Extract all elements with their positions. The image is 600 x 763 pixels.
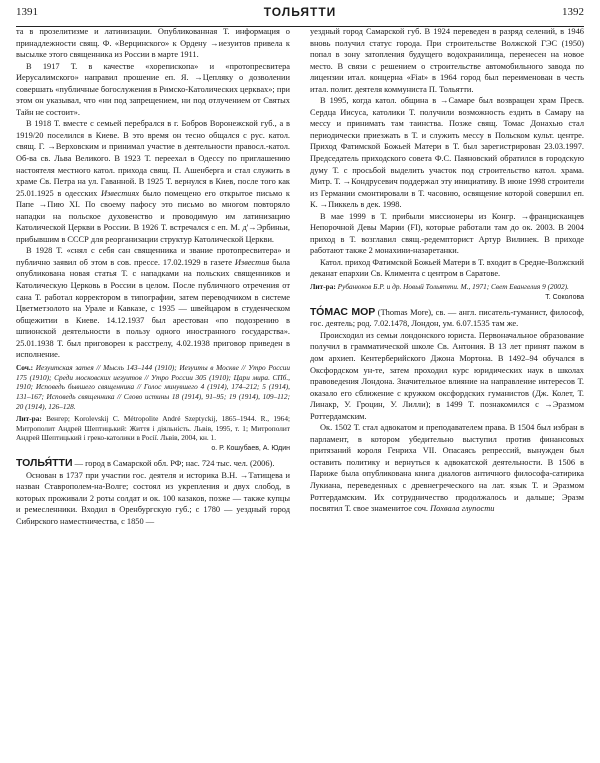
paragraph: [16, 118, 290, 245]
entry-heading: [310, 307, 584, 330]
newspaper-title: Известиях: [100, 188, 140, 198]
paragraph: Катол. приход Фатимской Божьей Матери в Т. входит в Средне-Волжский деканат епархии Св. Климента с центром в Саратове.: [310, 257, 584, 279]
paragraph: [16, 245, 290, 360]
literature-text: Рубанюков Б.Р. и др. Новый Тольятти. М., 1971; Свет Евангелия 9 (2002).: [335, 282, 569, 292]
article-authors: о. Р. Кошубаев, А. Юдин: [211, 445, 290, 453]
paragraph: В 1995, когда катол. община в →Самаре был возвращен храм Пресв. Сердца Иисуса, католики Т. получили возможность ездить в Самару на мессу и принимать там таинства. Позже свящ. Томас Донахью стал периодически приезжать в Т. и служить мессу в Польском культ. центре. Приход Фатимской Божьей Матери в Т. был зарегистрирован 23.03.1997. Председатель приходского совета Ф.С. Паяновский обратился в городскую думу Т. с просьбой выделить участок под строительство катол. храма. Митр. Т. →Кондрусевич поддержал эту инициативу. В июне 1998 строители из Германии смонтировали в Т. часовню, освящение которой совершил еп. К. →Пиккель в дек. 1998.: [310, 96, 584, 210]
text-run: В 1918 Т. вместе с семьей перебрался в г. Бобров Воронежской губ., а в 1919/20 поселился в Киеве. В это время он тесно общался с рус. катол. свящ. Г. →Верховским и принимал участие в деятельности правосл.-катол. Об-ва св. Льва Великого. В 1923 Т. переехал в Одессу по приглашению настоятеля местного катол. прихода свящ. П. Ашенберга и стал служить в храме Св. Петра на ул. Гаванной. В 1925 Т. вернулся в Киев, после того как 25.01.1925 в одесских: [16, 119, 290, 198]
text-run: было помещено его открытое письмо к Папе →Пию XI. По своему пафосу это письмо во многом повторяло нападки на польское духовенство и проводимую им латинизацию Католической Церкви в России. В 1926 Т. встречался с еп. М. д'→Эрбиньи, прибывшим в СССР для реорганизации структур Католической Церкви.: [16, 188, 291, 244]
paragraph: Происходил из семьи лондонского юриста. Первоначальное образование получил в грамматической школе Св. Антония. В 13 лет принят пажом в дом архиеп. Кентерберийского Джона Мортона. В 1492–94 обучался в Оксфордском ун-те, затем проходил курс юридических наук в школах правоведения Лондона. Значительное влияние на направление интересов Т. оказало его сближение с кружком оксфордских гуманистов (Дж. Колет, Т. Линакр, У. Гроцин, У. Лилли); в 1499 Т. познакомился с →Эразмом Роттердамским.: [310, 330, 584, 421]
entry-definition: — город в Самарской обл. РФ; нас. 724 тыс. чел. (2006).: [72, 459, 275, 469]
paragraph: В мае 1999 в Т. прибыли миссионеры из Конгр. →францисканцев Непорочной Девы Марии (FI), которые работали там до ок. 2003. В 2004 приход в Т. возглавил свящ.-редемпторист Артур Вилинек. В приходе работают также 2 монахини-назаретанки.: [310, 211, 584, 256]
text-run: Ок. 1502 Т. стал адвокатом и преподавателем права. В 1504 был избран в парламент, в котором убедительно выступил против финансовых притязаний короля Генриха VII. Опасаясь репрессий, вынужден был оставить политику и вернуться к адвокатской деятельности. В 1506 в Париже была опубликована книга диалогов античного философа-сатирика Лукиана, переведенных с древнегреческого на лат. язык Т. и Эразмом Роттердамским. Их сотрудничество продолжалось и дальше; Эразм посвятил Т. свое знаменитое соч.: [310, 423, 584, 514]
entry-heading: [16, 458, 290, 470]
works-text: Иезуитская затея // Мысль 143–144 (1910); Иезуиты в Москве // Утро России 175 (1910); Среди московских иезуитов // Утро России 305 (1910); Цари мира. СПб., 1910; Исповедь бывшего священника // Голос минувшего 4 (1914), 174–212; 5 (1914), 131–167; Исповедь священника // Слово истины 18 (1914), 91–95; 19 (1914), 109–112; 20 (1914), 126–128.: [16, 362, 290, 412]
paragraph: уездный город Самарской губ. В 1924 переведен в разряд селений, в 1946 вновь получил статус города. При строительстве Волжской ГЭС (1950) попал в зону затопления будущего водохранилища, перенесен на новое место. В связи с решением о строительстве автомобильного завода по лицензии итал. концерна «Fiat» в 1964 город был переименован в честь итал. полит. деятеля коммуниста П. Тольятти.: [310, 27, 584, 94]
paragraph: В 1917 Т. в качестве «хорепископа» и «протопресвитера Иерусалимского» направил прошение еп. Я. →Цепляку о дозволении совершать «публичные богослужения в Римско-Католических церквах»; при этом он указывал, что «ни под запрещением, ни под отлучением от Святых Тайн не состоит».: [16, 61, 290, 117]
literature-list: [310, 282, 584, 292]
entry-definition: (Thomas More), св. — англ. писатель-гуманист, философ, гос. деятель; род. 7.02.1478, Лондон, ум. 6.07.1535 там же.: [310, 307, 584, 329]
paragraph: Основан в 1737 при участии гос. деятеля и историка В.Н. →Татищева и назван Ставрополем-на-Волге; состоял из укрепления и двух слобод, в которых проживали 2 роты солдат и ок. 100 казаков, позже — также купцы и ремесленники. Входил в Оренбургскую губ.; с 1780 — уездный город Сибирского наместничества, с 1850 —: [16, 470, 290, 526]
literature-list: [16, 414, 290, 443]
book-title: Похвала глупости: [430, 504, 495, 514]
works-label: Соч.:: [16, 362, 34, 372]
entry-title: ТО́МАС МОР: [310, 305, 376, 318]
works-list: [16, 363, 290, 412]
newspaper-title: Известия: [234, 257, 270, 267]
paragraph: [310, 422, 584, 514]
page-number-left: 1391: [16, 6, 38, 18]
running-title: ТОЛЬЯТТИ: [263, 5, 337, 19]
entry-title: ТОЛЬЯ́ТТИ: [16, 457, 73, 470]
page-number-right: 1392: [562, 6, 584, 18]
page-header: [0, 6, 600, 24]
literature-label: Лит-ра:: [310, 282, 336, 292]
left-column: [16, 26, 290, 528]
paragraph: та в прозелитизме и латинизации. Опубликованная Т. информация о принадлежности свящ. Ф. «Верцинского» к Ордену →иезуитов привела к высылке этого священника из России в марте 1911.: [16, 27, 290, 60]
literature-label: Лит-ра:: [16, 413, 42, 423]
text-run: была опубликована новая статья Т. с нападками на польских священников и Католическую Церковь в России в целом. После публичного отречения от сана Т. работал корректором в типографии, затем переводчиком в системе Цветметзолото на Урале и Кавказе, с 1935 — швейцаром в студенческом общежитии в Киеве. 14.12.1937 был арестован «по подозрению в шпионской деятельности в пользу одного иностранного государства». 25.01.1938 Т. был приговорен к расстрелу, 4.02.1938 приговор приведен в исполнение.: [16, 257, 290, 360]
right-column: [310, 26, 584, 515]
article-author: Т. Соколова: [545, 293, 584, 301]
literature-text: Венгер; Korolevskij C. Métropolite André Szeptyckij, 1865–1944. R., 1964; Митрополит Андрей Шептицький: Життя і діяльність. Львів, 1995, т. 1; Митрополит Андрей Шептицький і греко-католики в Росії. Львів, 2004, кн. 1.: [16, 413, 290, 443]
text-run: В 1928 Т. «снял с себя сан священника и звание протопресвитера» и публично заявил об этом в сов. прессе. 17.02.1929 в газете: [16, 246, 290, 267]
